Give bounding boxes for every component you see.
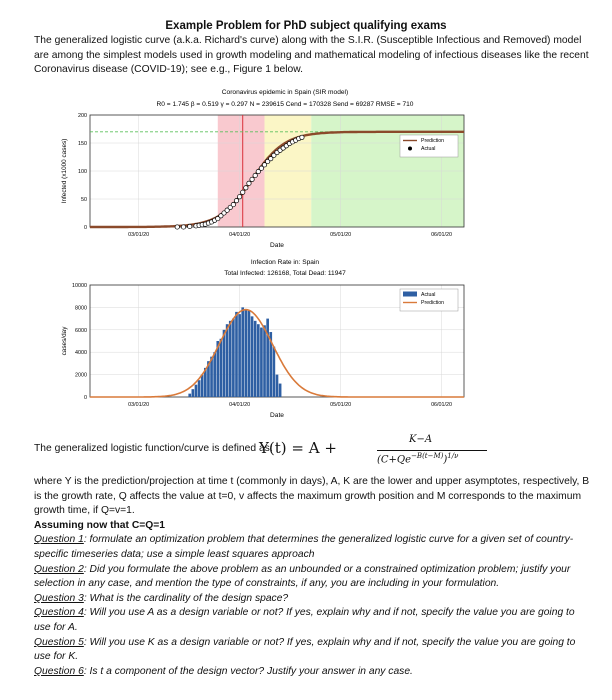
chart2-bar xyxy=(198,380,201,397)
chart2-bar xyxy=(213,352,216,397)
c2-x-tick-label: 03/01/20 xyxy=(128,402,150,408)
equation-lhs: Y(t) = A + xyxy=(259,439,337,457)
logistic-equation xyxy=(259,436,559,476)
c1-y-tick-label: 50 xyxy=(81,197,87,203)
chart2-y-axis-label: cases/day xyxy=(61,326,68,356)
chart1-actual-point xyxy=(250,177,254,181)
chart2-bar xyxy=(188,394,191,397)
chart2-bar xyxy=(263,325,266,397)
chart1-y-ticks xyxy=(78,113,87,231)
sir-chart xyxy=(61,89,464,249)
infection-rate-chart xyxy=(61,259,464,419)
chart2-bar xyxy=(229,321,232,397)
c1-y-tick-label: 0 xyxy=(84,225,87,231)
definition-lead: The generalized logistic function/curve is defined as: xyxy=(34,443,273,454)
equation-numerator: K−A xyxy=(409,434,433,445)
chart2-bar xyxy=(226,324,229,397)
chart2-bar xyxy=(279,384,282,397)
assumption-line: Assuming now that C=Q=1 xyxy=(34,519,166,531)
question-text: : Will you use K as a design variable or not? If yes, explain why and if not, specify the value you are going to use for K. xyxy=(34,636,576,663)
question-label: Question 6 xyxy=(34,665,84,677)
chart1-actual-point xyxy=(181,225,185,229)
chart2-bar xyxy=(241,307,244,397)
fraction-bar xyxy=(377,450,487,451)
chart1-actual-point xyxy=(244,186,248,190)
chart1-actual-point xyxy=(231,202,235,206)
chart2-bar xyxy=(273,347,276,397)
question-5 xyxy=(34,636,590,665)
chart1-x-ticks xyxy=(128,232,452,238)
chart2-bar xyxy=(238,314,241,397)
chart1-actual-point xyxy=(253,173,257,177)
document-title: Example Problem for PhD subject qualifying exams xyxy=(165,20,447,32)
question-label: Question 4 xyxy=(34,607,84,619)
question-1 xyxy=(34,533,590,562)
question-text: : What is the cardinality of the design space? xyxy=(83,592,289,604)
chart2-bar xyxy=(201,375,204,397)
chart2-bar xyxy=(245,310,248,397)
question-3 xyxy=(34,592,590,607)
chart2-legend xyxy=(400,289,458,311)
denominator-base: (C+Qe xyxy=(377,454,412,466)
denominator-outer-exponent: 1/ν xyxy=(447,452,459,460)
problem-body xyxy=(34,475,590,679)
chart1-actual-point xyxy=(188,224,192,228)
c1-x-tick-label: 06/01/20 xyxy=(431,232,453,238)
c2-y-tick-label: 4000 xyxy=(75,350,87,357)
chart2-bar xyxy=(192,389,195,397)
question-2 xyxy=(34,563,590,592)
chart2-bar xyxy=(232,319,235,397)
c2-y-tick-label: 10000 xyxy=(72,283,87,289)
c1-legend-marker-actual xyxy=(408,147,412,151)
chart1-actual-point xyxy=(241,190,245,194)
question-text: : Is t a component of the design vector? Justify your answer in any case. xyxy=(83,665,413,677)
chart1-actual-point xyxy=(237,195,241,199)
c1-y-tick-label: 150 xyxy=(78,141,87,147)
c1-y-tick-label: 200 xyxy=(78,113,87,119)
chart2-x-axis-label: Date xyxy=(270,412,284,419)
question-label: Question 3 xyxy=(34,592,84,604)
question-label: Question 2 xyxy=(34,563,84,575)
c2-legend-label-prediction: Prediction xyxy=(421,300,445,306)
chart1-y-axis-label: Infected (x1000 cases) xyxy=(61,138,68,204)
c1-x-tick-label: 03/01/20 xyxy=(128,232,150,238)
intro-paragraph: The generalized logistic curve (a.k.a. Richard's curve) along with the S.I.R. (Susceptible Infectious and Removed) model are among the simplest models used in growth modeling and mathematical modeling of infectious diseases like the recent Coronavirus disease (COVID-19); see e.g., Figure 1 below. xyxy=(34,35,589,76)
chart2-subtitle: Total Infected: 126168, Total Dead: 11947 xyxy=(224,270,346,277)
chart2-bar xyxy=(276,375,279,397)
question-label: Question 1 xyxy=(34,534,84,546)
chart2-bar xyxy=(260,328,263,397)
chart2-bar xyxy=(220,339,223,397)
chart2-x-ticks xyxy=(128,402,452,408)
chart2-y-ticks xyxy=(72,283,87,401)
chart2-bar xyxy=(195,385,198,397)
where-paragraph: where Y is the prediction/projection at time t (commonly in days), A, K are the lower and upper asymptotes, respectively, B is the growth rate, Q affects the value at t=0, v affects the maximum growth position and M corresponds to the maximum growth time, if Q=v=1. xyxy=(34,476,590,517)
chart2-bar xyxy=(254,321,257,397)
c2-legend-swatch-actual xyxy=(403,292,417,297)
equation-denominator: $(C+Qe^{-B(t-M)})^{1/\nu}$ xyxy=(377,452,459,466)
c2-x-tick-label: 05/01/20 xyxy=(330,402,352,408)
c1-x-tick-label: 04/01/20 xyxy=(229,232,251,238)
question-text: : Will you use A as a design variable or not? If yes, explain why and if not, specify the value you are going to use for A. xyxy=(34,607,575,633)
chart1-x-axis-label: Date xyxy=(270,242,284,249)
c2-y-tick-label: 2000 xyxy=(75,372,87,379)
c1-x-tick-label: 05/01/20 xyxy=(330,232,352,238)
chart1-title: Coronavirus epidemic in Spain (SIR model) xyxy=(221,89,349,96)
c1-legend-label-actual: Actual xyxy=(421,146,436,152)
chart1-actual-point xyxy=(234,198,238,202)
chart2-title: Infection Rate in: Spain xyxy=(250,259,320,266)
c2-y-tick-label: 6000 xyxy=(75,327,87,334)
question-4 xyxy=(34,606,590,635)
question-label: Question 5 xyxy=(34,636,84,648)
c2-y-tick-label: 8000 xyxy=(75,305,87,312)
questions-list xyxy=(34,533,590,679)
chart2-bar xyxy=(235,312,238,397)
question-text: : Did you formulate the above problem as an unbounded or a constrained optimization problem; justify your selection in any case, and mention the type of constraints, if any, you are including in your formulation. xyxy=(34,563,571,590)
c2-x-tick-label: 06/01/20 xyxy=(431,402,453,408)
chart2-bar xyxy=(251,316,254,397)
denominator-exponent: −B(t−M) xyxy=(411,452,444,460)
question-text: : formulate an optimization problem that determines the generalized logistic curve for a given set of country-specific timeseries data; use a simple least squares approach xyxy=(34,534,574,560)
c1-y-tick-label: 100 xyxy=(78,169,87,175)
chart2-bar xyxy=(257,324,260,397)
chart1-legend xyxy=(400,135,458,157)
chart1-actual-point xyxy=(175,225,179,229)
c2-x-tick-label: 04/01/20 xyxy=(229,402,251,408)
chart2-bar xyxy=(210,357,213,397)
chart1-actual-point xyxy=(300,135,304,139)
chart2-bar xyxy=(266,319,269,397)
chart2-bar xyxy=(223,330,226,397)
c1-legend-label-prediction: Prediction xyxy=(421,138,445,144)
question-6 xyxy=(34,665,590,680)
chart1-actual-point xyxy=(247,181,251,185)
c2-y-tick-label: 0 xyxy=(84,395,87,401)
chart2-bar xyxy=(248,311,251,397)
chart1-subtitle: R0 = 1.745 β = 0.519 γ = 0.297 N = 239615 Cend = 170328 Send = 69287 RMSE = 710 xyxy=(156,101,414,108)
c2-legend-label-actual: Actual xyxy=(421,292,436,298)
